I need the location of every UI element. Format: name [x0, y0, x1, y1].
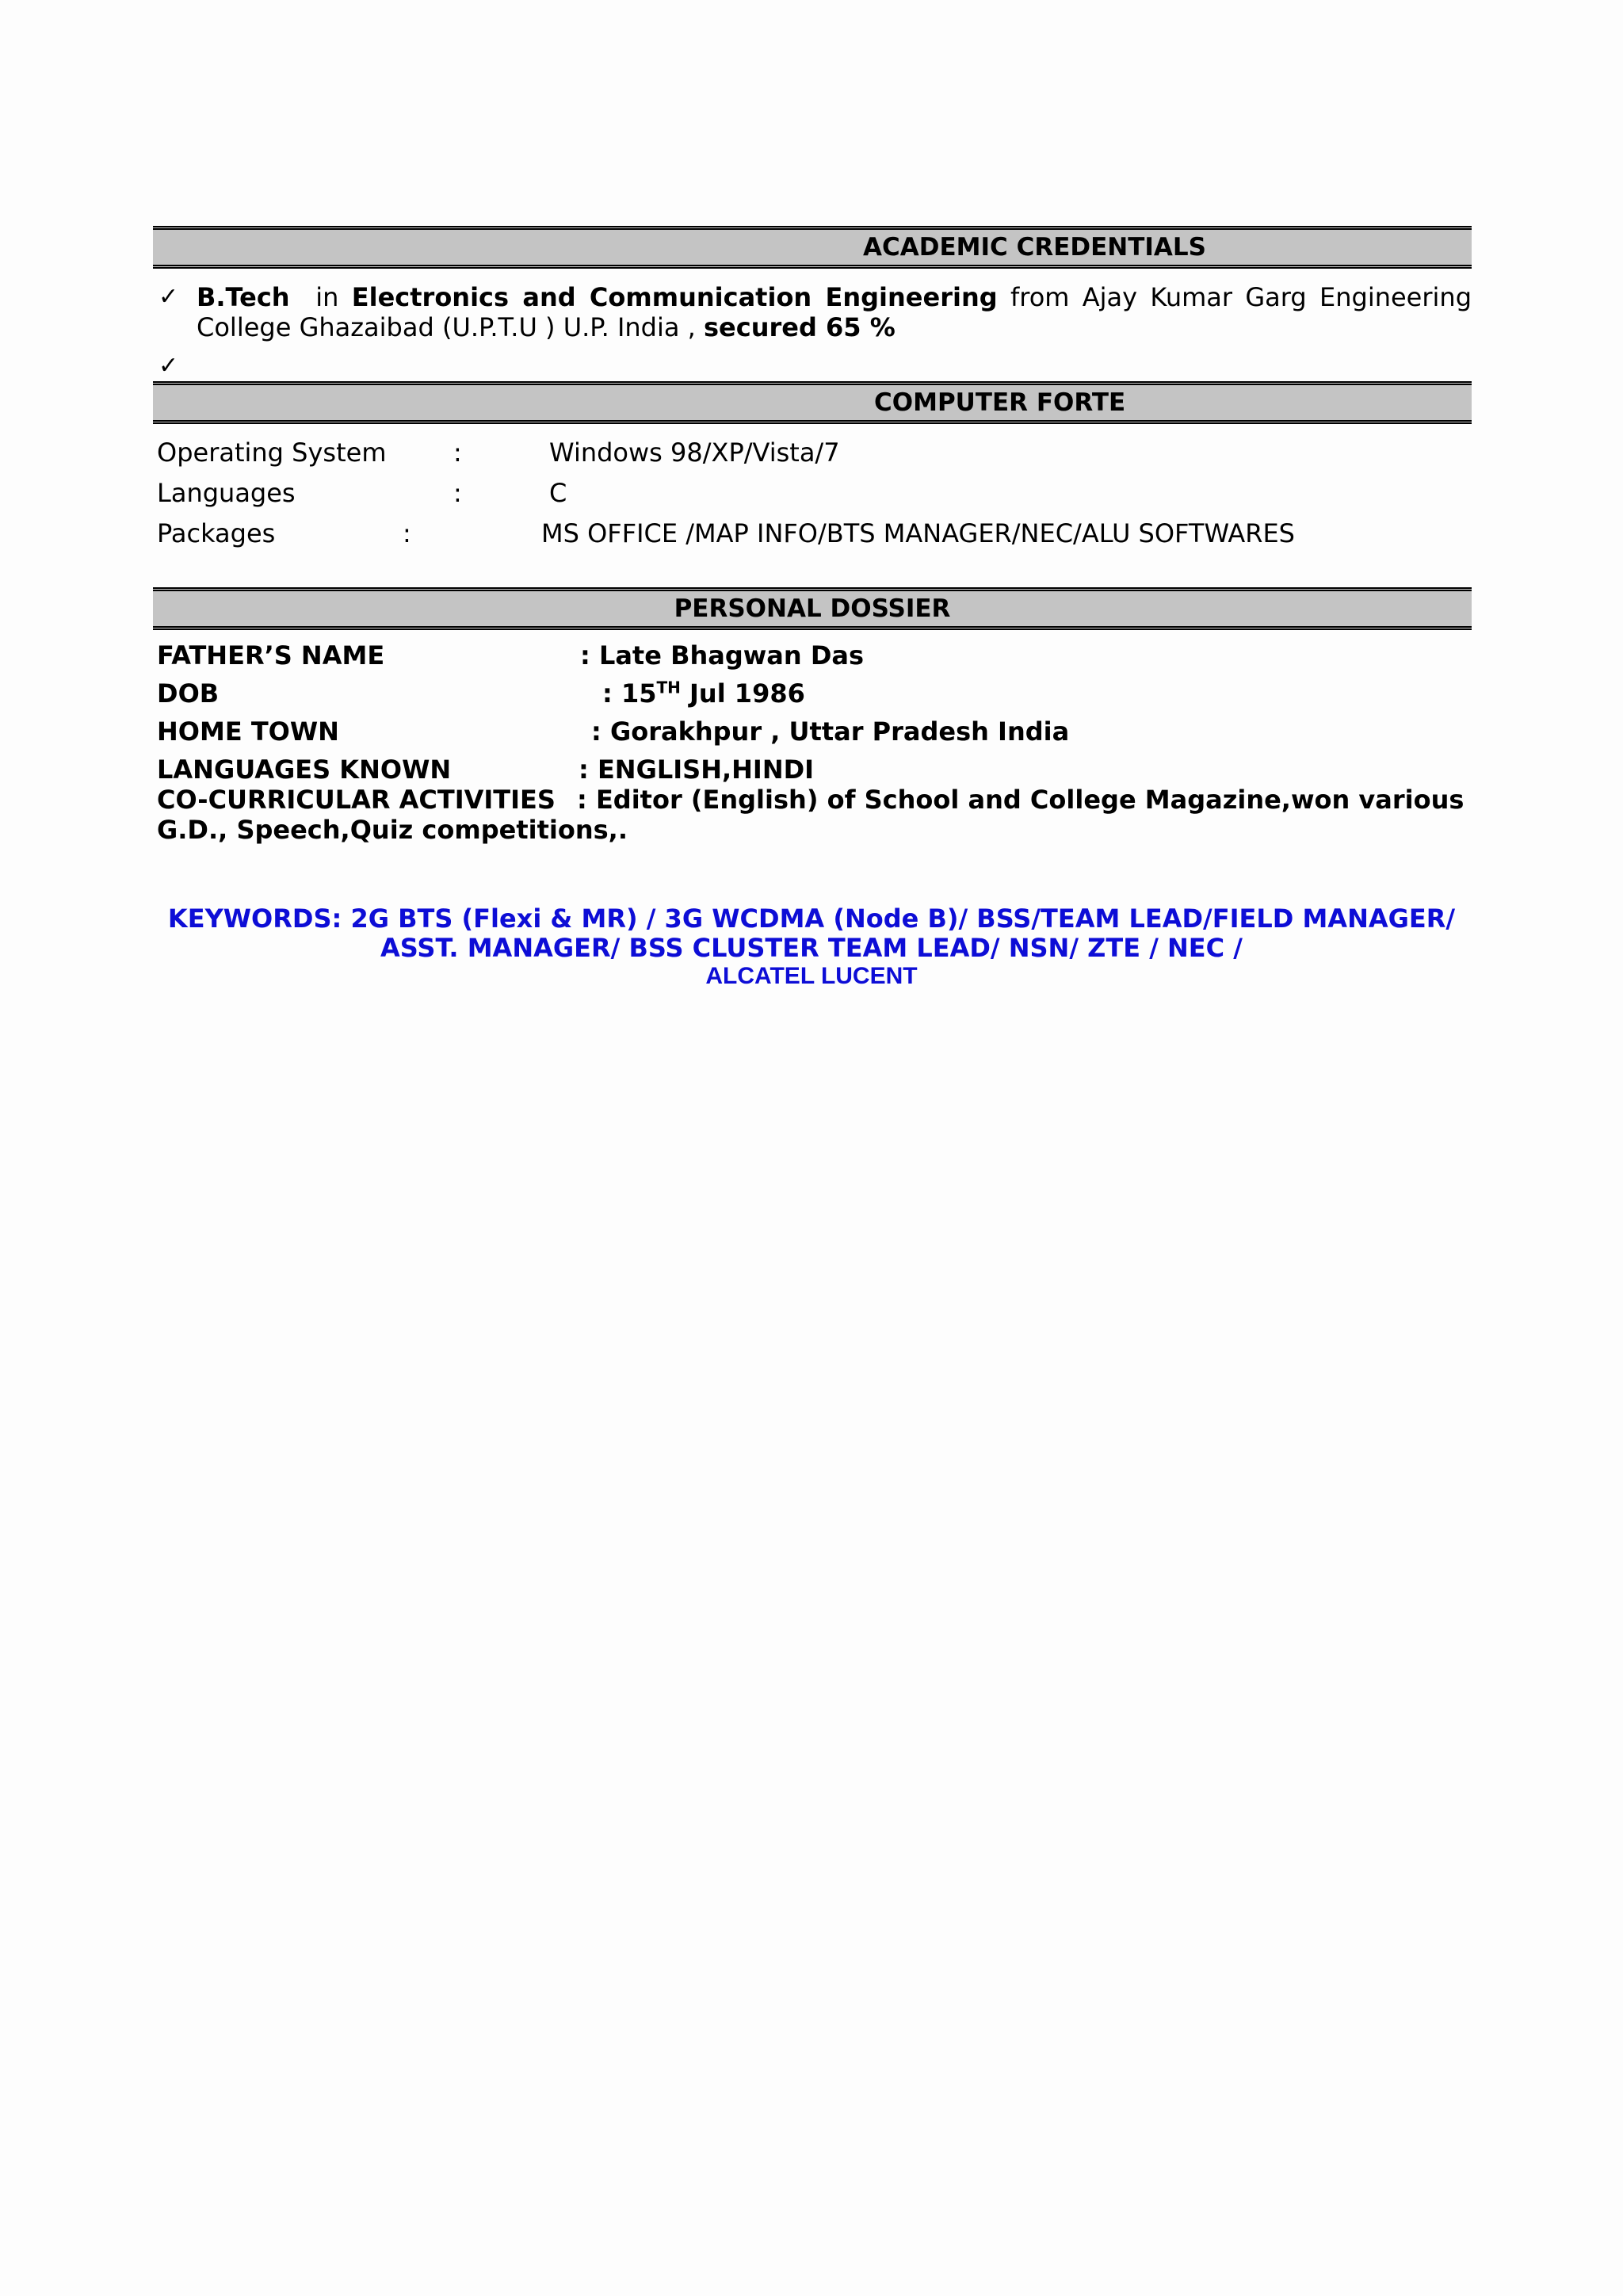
dob-label: DOB	[157, 678, 220, 709]
education-entry-line1: B.Tech in Electronics and Communication Engineering from Ajay Kumar Garg Engineering	[197, 282, 1472, 312]
keywords-line1: KEYWORDS: 2G BTS (Flexi & MR) / 3G WCDMA (Node B)/ BSS/TEAM LEAD/FIELD MANAGER/	[167, 904, 1456, 934]
skill-separator: :	[453, 478, 462, 508]
section-header-academic	[153, 226, 1472, 269]
cocurricular-label: CO-CURRICULAR ACTIVITIES	[157, 785, 556, 815]
skill-separator: :	[453, 437, 462, 468]
languages-value: : ENGLISH,HINDI	[579, 755, 815, 785]
section-title: PERSONAL DOSSIER	[674, 594, 951, 623]
skill-label: Packages	[157, 518, 276, 548]
checkmark-icon: ✓	[158, 283, 179, 311]
checkmark-icon: ✓	[158, 352, 179, 380]
skill-label: Operating System	[157, 437, 387, 468]
languages-label: LANGUAGES KNOWN	[157, 755, 452, 785]
education-entry-line2: College Ghazaibad (U.P.T.U ) U.P. India , secured 65 %	[197, 312, 896, 342]
skill-value: MS OFFICE /MAP INFO/BTS MANAGER/NEC/ALU SOFTWARES	[541, 518, 1295, 548]
hometown-value: : Gorakhpur , Uttar Pradesh India	[591, 716, 1070, 747]
skill-separator: :	[403, 518, 411, 548]
section-header-personal	[153, 587, 1472, 630]
skill-value: Windows 98/XP/Vista/7	[549, 437, 840, 468]
keywords-line3: ALCATEL LUCENT	[705, 963, 918, 989]
skill-label: Languages	[157, 478, 296, 508]
section-title: ACADEMIC CREDENTIALS	[863, 233, 1206, 262]
skill-value: C	[549, 478, 567, 508]
father-name-label: FATHER’S NAME	[157, 640, 385, 670]
dob-value: : 15TH Jul 1986	[602, 678, 805, 709]
hometown-label: HOME TOWN	[157, 716, 339, 747]
cocurricular-value: : Editor (English) of School and College Magazine,won various	[577, 785, 1465, 815]
section-title: COMPUTER FORTE	[874, 388, 1126, 417]
father-name-value: : Late Bhagwan Das	[580, 640, 865, 670]
section-header-computer	[153, 381, 1472, 424]
cocurricular-value-cont: G.D., Speech,Quiz competitions,.	[157, 815, 628, 845]
keywords-line2: ASST. MANAGER/ BSS CLUSTER TEAM LEAD/ NSN/ ZTE / NEC /	[380, 933, 1243, 963]
